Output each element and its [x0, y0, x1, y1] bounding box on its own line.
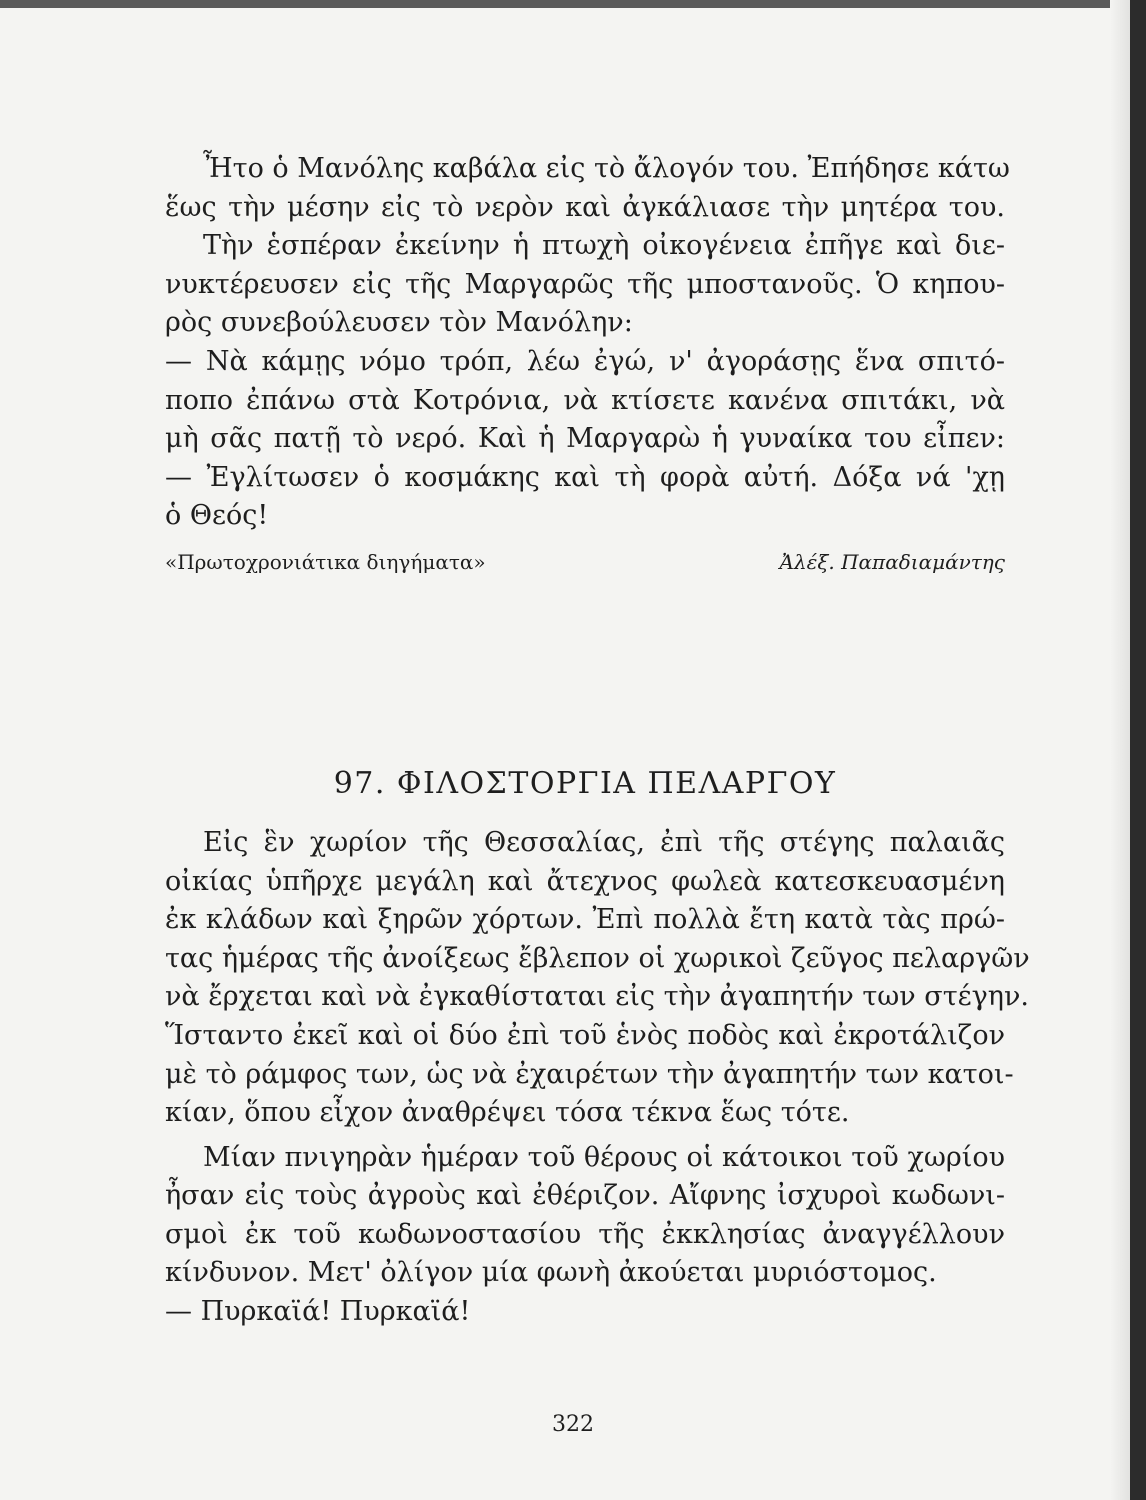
text-line: τας ἡμέρας τῆς ἀνοίξεως ἔβλεπον οἱ χωρικοὶ ζεῦγος πελαργῶν [165, 942, 1030, 974]
text-line: — Ἐγλίτωσεν ὁ κοσμάκης καὶ τὴ φορὰ αὐτή. Δόξα νά 'χῃ [165, 461, 1005, 493]
paragraph-two [165, 1139, 1005, 1332]
text-line: σμοὶ ἐκ τοῦ κωδωνοστασίου τῆς ἐκκλησίας ἀναγγέλλουν [165, 1218, 1005, 1250]
text-line: ἦσαν εἰς τοὺς ἀγροὺς καὶ ἐθέριζον. Αἴφνης ἰσχυροὶ κωδωνι- [165, 1180, 1005, 1212]
text-line: νυκτέρευσεν εἰς τῆς Μαργαρῶς τῆς μποστανοῦς. Ὁ κηπου- [165, 268, 1005, 300]
text-line: νὰ ἔρχεται καὶ νὰ ἐγκαθίσταται εἰς τὴν ἀγαπητήν των στέγην. [165, 981, 1029, 1013]
book-page [165, 150, 1030, 1332]
text-line: ἕως τὴν μέσην εἰς τὸ νερὸν καὶ ἀγκάλιασε τὴν μητέρα του. [165, 191, 1005, 223]
page-number: 322 [552, 1412, 594, 1437]
text-line: μὲ τὸ ράμφος των, ὡς νὰ ἐχαιρέτων τὴν ἀγαπητήν των κατοι- [165, 1058, 1014, 1090]
text-line: μὴ σᾶς πατῇ τὸ νερό. Καὶ ἡ Μαργαρὼ ἡ γυναίκα του εἶπεν: [165, 423, 1005, 455]
scan-right-edge [1130, 0, 1146, 1500]
source-book: «Πρωτοχρονιάτικα διηγήματα» [165, 549, 486, 574]
chapter-heading: 97. ΦΙΛΟΣΤΟΡΓΙΑ ΠΕΛΑΡΓΟΥ [333, 765, 837, 801]
text-line: Ἦτο ὁ Μανόλης καβάλα εἰς τὸ ἄλογόν του. Ἐπήδησε κάτω [203, 153, 1010, 184]
text-line: ποπο ἐπάνω στὰ Κοτρόνια, νὰ κτίσετε κανένα σπιτάκι, νὰ [165, 384, 1005, 416]
text-line: — Νὰ κάμῃς νόμο τρόπ, λέω ἐγώ, ν' ἀγοράσῃς ἕνα σπιτό- [165, 345, 1005, 377]
text-line: ἐκ κλάδων καὶ ξηρῶν χόρτων. Ἐπὶ πολλὰ ἔτη κατὰ τὰς πρώ- [165, 904, 1005, 936]
text-line: κίνδυνον. Μετ' ὀλίγον μία φωνὴ ἀκούεται μυριόστομος. [165, 1257, 937, 1289]
text-line: οἰκίας ὑπῆρχε μεγάλη καὶ ἄτεχνος φωλεὰ κατεσκευασμένη [165, 865, 1005, 897]
attribution [165, 550, 1005, 574]
scan-right-shadow [1110, 0, 1130, 1500]
text-line: Εἰς ἓν χωρίον τῆς Θεσσαλίας, ἐπὶ τῆς στέγης παλαιᾶς [203, 826, 1005, 858]
text-line: Ἵσταντο ἐκεῖ καὶ οἱ δύο ἐπὶ τοῦ ἑνὸς ποδὸς καὶ ἐκροτάλιζον [165, 1019, 1005, 1051]
text-line: ὁ Θεός! [165, 500, 269, 532]
text-line: — Πυρκαϊά! Πυρκαϊά! [165, 1296, 471, 1328]
scan-top-edge [0, 0, 1146, 8]
paragraph-one [165, 824, 1030, 1133]
text-line: ρὸς συνεβούλευσεν τὸν Μανόλην: [165, 307, 633, 339]
text-line: Τὴν ἑσπέραν ἐκείνην ἡ πτωχὴ οἰκογένεια ἐπῆγε καὶ διε- [203, 230, 1005, 262]
author-name: Ἀλέξ. Παπαδιαμάντης [779, 549, 1005, 574]
text-line: Μίαν πνιγηρὰν ἡμέραν τοῦ θέρους οἱ κάτοικοι τοῦ χωρίου [203, 1141, 1005, 1173]
text-line: κίαν, ὅπου εἶχον ἀναθρέψει τόσα τέκνα ἕως τότε. [165, 1097, 850, 1129]
section-one-text [165, 150, 1010, 536]
